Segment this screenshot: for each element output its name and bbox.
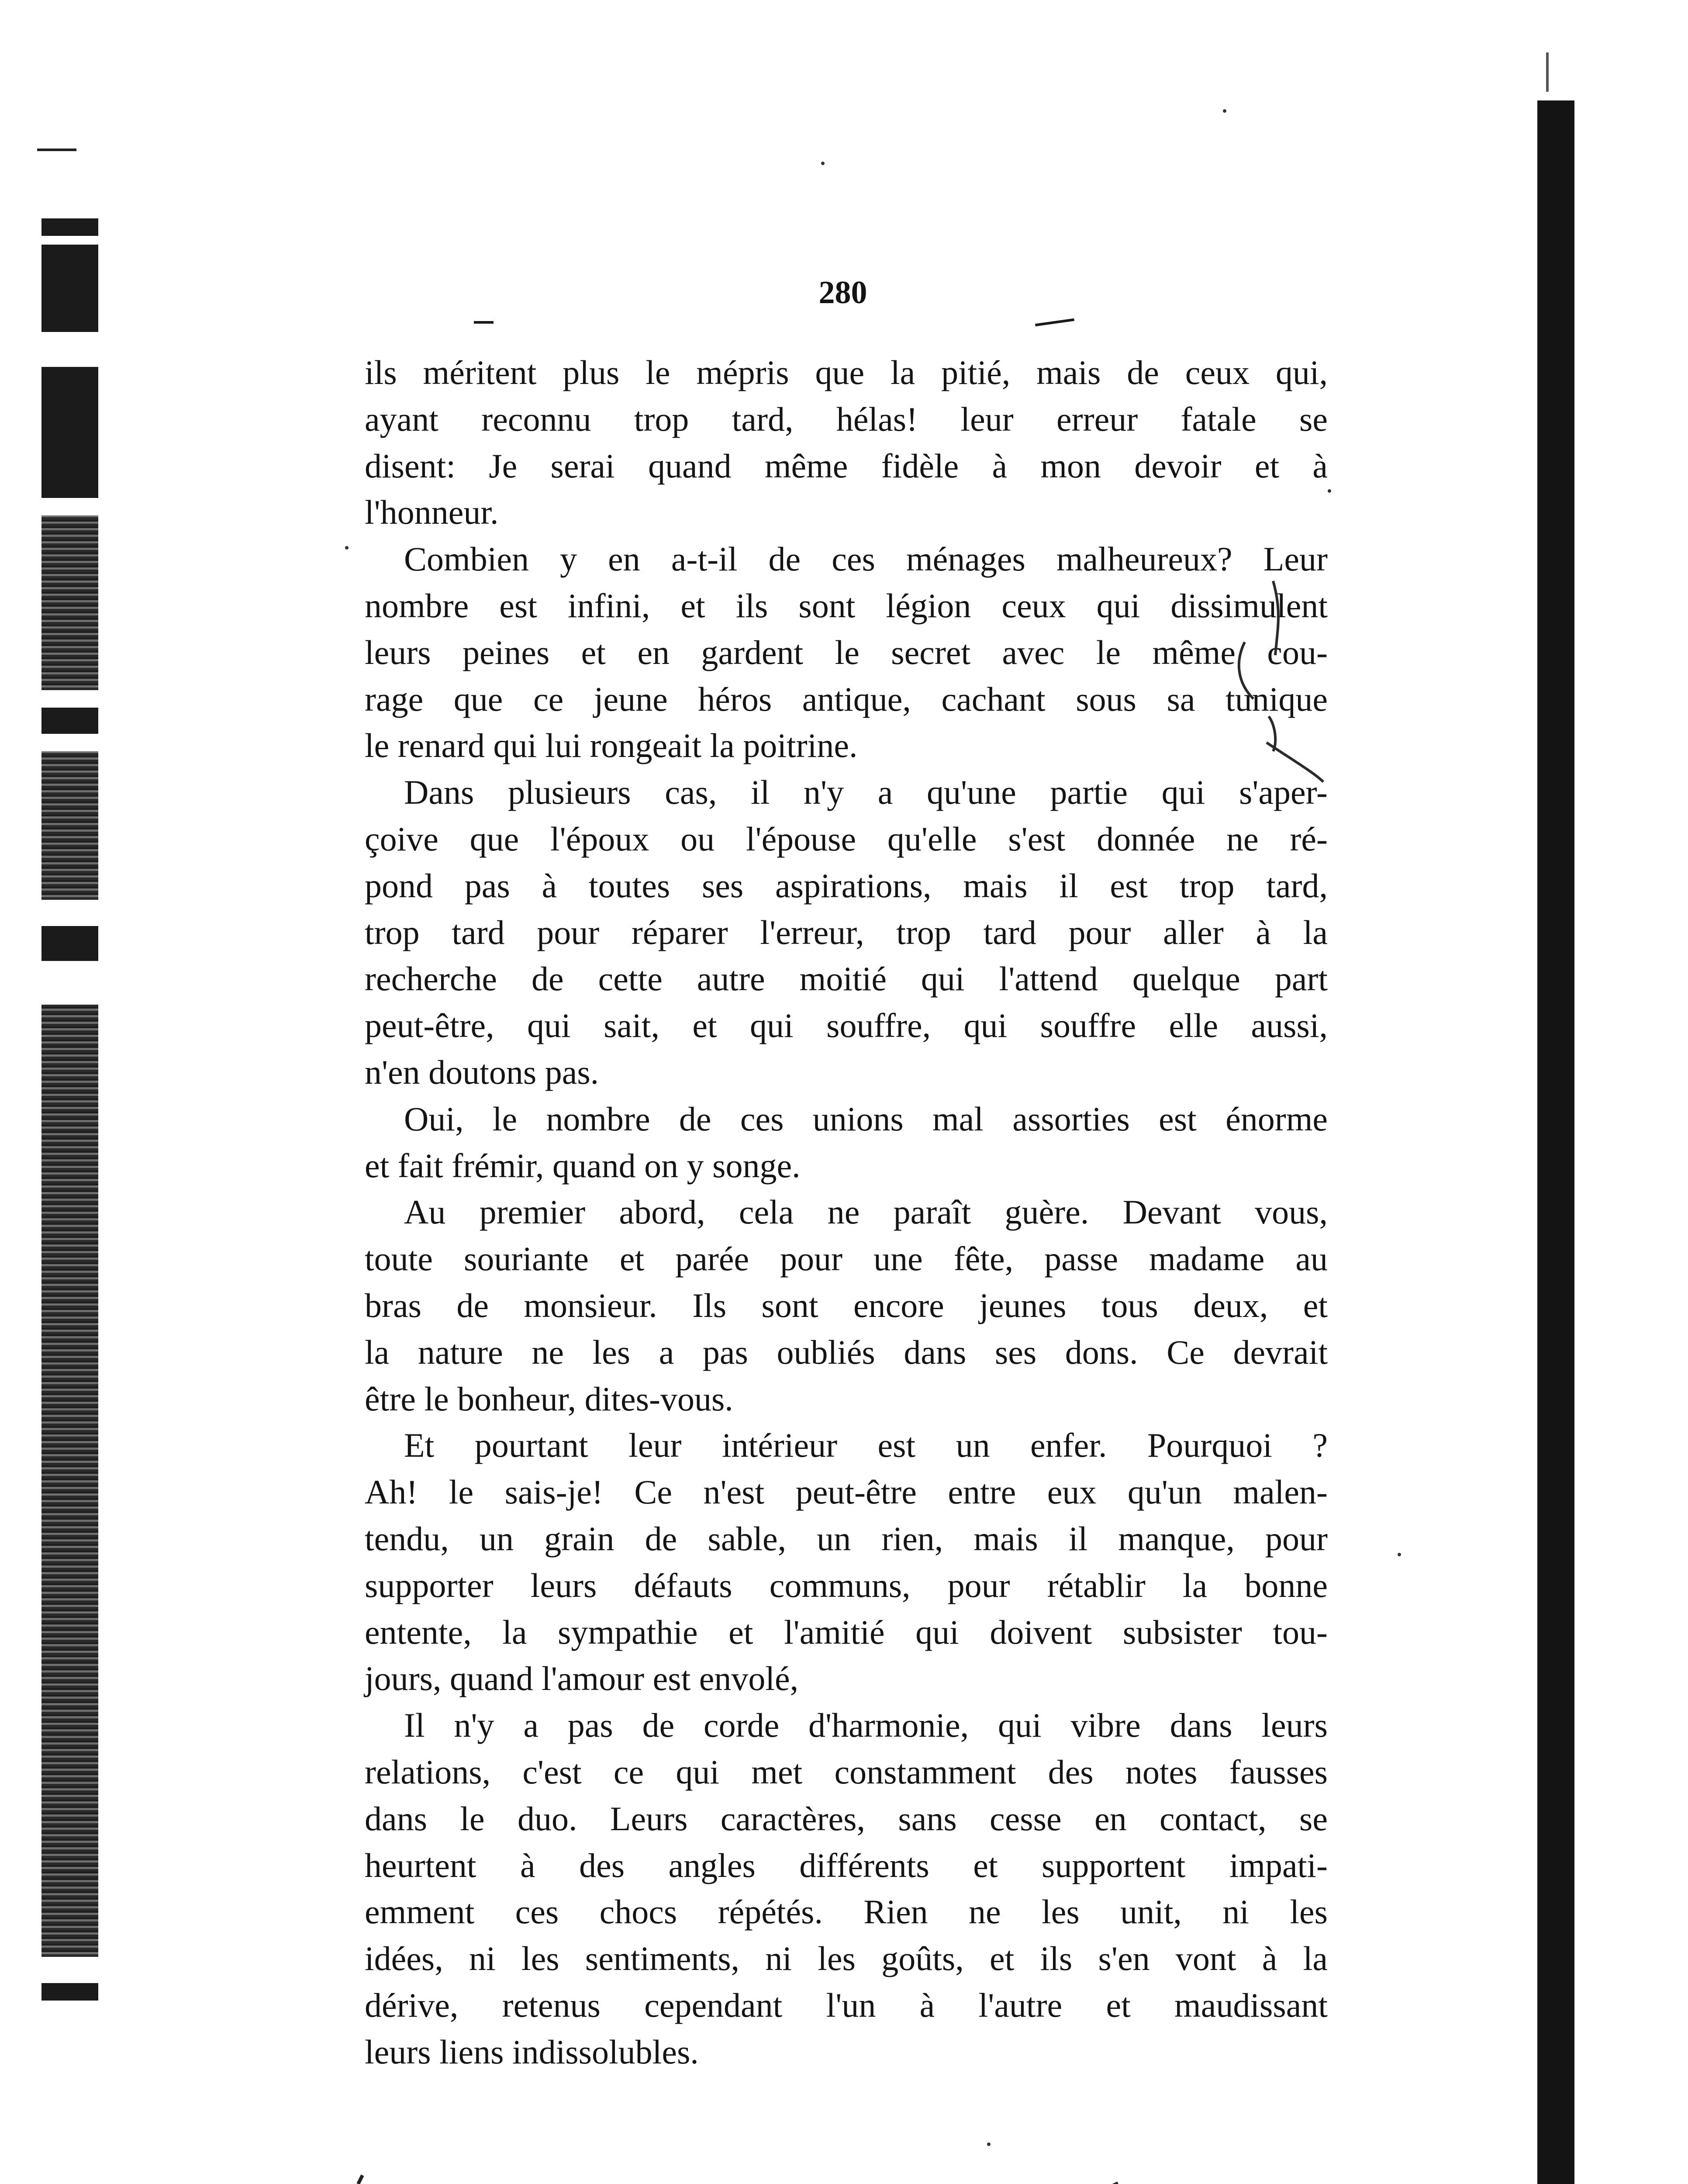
text-line: tendu, un grain de sable, un rien, mais il manque, pour <box>365 1519 1328 1558</box>
stray-speck <box>987 2143 991 2146</box>
text-line: être le bonheur, dites-vous. <box>365 1379 733 1418</box>
text-line: relations, c'est ce qui met constamment des notes fausses <box>365 1752 1328 1791</box>
text-line: peut-être, qui sait, et qui souffre, qui souffre elle aussi, <box>365 1006 1328 1045</box>
scanned-binding-edge <box>41 52 98 1944</box>
binding-mark <box>41 245 98 332</box>
stray-speck <box>1398 1553 1401 1556</box>
text-line: supporter leurs défauts communs, pour rétablir la bonne <box>365 1566 1328 1604</box>
text-line: toute souriante et parée pour une fête, passe madame au <box>365 1240 1328 1278</box>
stray-speck <box>821 162 825 165</box>
page-edge-mark <box>1546 52 1549 92</box>
text-line: dérive, retenus cependant l'un à l'autre et maudissant <box>365 1986 1328 2024</box>
stray-speck <box>1223 109 1226 113</box>
stray-mark <box>358 2175 362 2184</box>
page-number: 280 <box>818 275 867 311</box>
text-line: entente, la sympathie et l'amitié qui doivent subsister tou- <box>365 1613 1328 1651</box>
paragraph <box>365 1702 1328 2075</box>
binding-mark <box>41 1005 98 1957</box>
text-line: disent: Je serai quand même fidèle à mon devoir et à <box>365 446 1328 485</box>
stray-dash <box>1035 318 1074 326</box>
text-line: recherche de cette autre moitié qui l'attend quelque part <box>365 960 1328 998</box>
paragraph <box>365 1422 1328 1702</box>
text-line: heurtent à des angles différents et supportent impati- <box>365 1846 1328 1884</box>
paragraph <box>365 1189 1328 1422</box>
text-line: l'honneur. <box>365 493 499 532</box>
text-line: idées, ni les sentiments, ni les goûts, et ils s'en vont à la <box>365 1939 1328 1978</box>
text-line: le renard qui lui rongeait la poitrine. <box>365 726 858 765</box>
text-line: nombre est infini, et ils sont légion ceux qui dissimulent <box>365 586 1328 625</box>
paragraph <box>365 1096 1328 1189</box>
text-line: rage que ce jeune héros antique, cachant sous sa tunique <box>365 680 1328 718</box>
dark-page-edge <box>1537 100 1574 2184</box>
text-line: trop tard pour réparer l'erreur, trop tard pour aller à la <box>365 913 1328 951</box>
text-line: jours, quand l'amour est envolé, <box>365 1659 799 1698</box>
text-line: leurs liens indissolubles. <box>365 2032 699 2071</box>
body-text <box>365 349 1328 2075</box>
stray-dash <box>474 321 494 324</box>
text-line: pond pas à toutes ses aspirations, mais il est trop tard, <box>365 866 1328 905</box>
text-line: leurs peines et en gardent le secret avec le même cou- <box>365 633 1328 671</box>
binding-mark <box>41 708 98 734</box>
stray-speck <box>345 546 349 549</box>
text-line: ayant reconnu trop tard, hélas! leur erreur fatale se <box>365 400 1328 438</box>
binding-mark <box>41 1983 98 2001</box>
binding-mark <box>41 367 98 498</box>
binding-mark <box>37 149 76 151</box>
paragraph <box>365 349 1328 536</box>
paragraph <box>365 769 1328 1096</box>
paragraph <box>365 536 1328 769</box>
text-line: et fait frémir, quand on y songe. <box>365 1146 801 1185</box>
text-line: Au premier abord, cela ne paraît guère. Devant vous, <box>404 1193 1328 1231</box>
text-line: Oui, le nombre de ces unions mal assorties est énorme <box>404 1099 1328 1138</box>
text-line: ils méritent plus le mépris que la pitié, mais de ceux qui, <box>365 353 1328 391</box>
text-line: bras de monsieur. Ils sont encore jeunes tous deux, et <box>365 1286 1328 1324</box>
text-line: Dans plusieurs cas, il n'y a qu'une partie qui s'aper- <box>404 773 1328 812</box>
text-line: Il n'y a pas de corde d'harmonie, qui vibre dans leurs <box>404 1706 1328 1745</box>
text-line: dans le duo. Leurs caractères, sans cesse en contact, se <box>365 1799 1328 1838</box>
text-line: Et pourtant leur intérieur est un enfer. Pourquoi ? <box>404 1426 1328 1465</box>
text-line: la nature ne les a pas oubliés dans ses dons. Ce devrait <box>365 1333 1328 1371</box>
stray-speck <box>1328 489 1331 493</box>
binding-mark <box>41 926 98 961</box>
text-line: emment ces chocs répétés. Rien ne les unit, ni les <box>365 1893 1328 1931</box>
binding-mark <box>41 751 98 900</box>
binding-mark <box>41 515 98 690</box>
binding-mark <box>41 218 98 236</box>
text-line: Combien y en a-t-il de ces ménages malheureux? Leur <box>404 540 1328 578</box>
text-line: n'en doutons pas. <box>365 1053 599 1091</box>
text-line: çoive que l'époux ou l'épouse qu'elle s'est donnée ne ré- <box>365 819 1328 858</box>
text-line: Ah! le sais-je! Ce n'est peut-être entre eux qu'un malen- <box>365 1473 1328 1511</box>
